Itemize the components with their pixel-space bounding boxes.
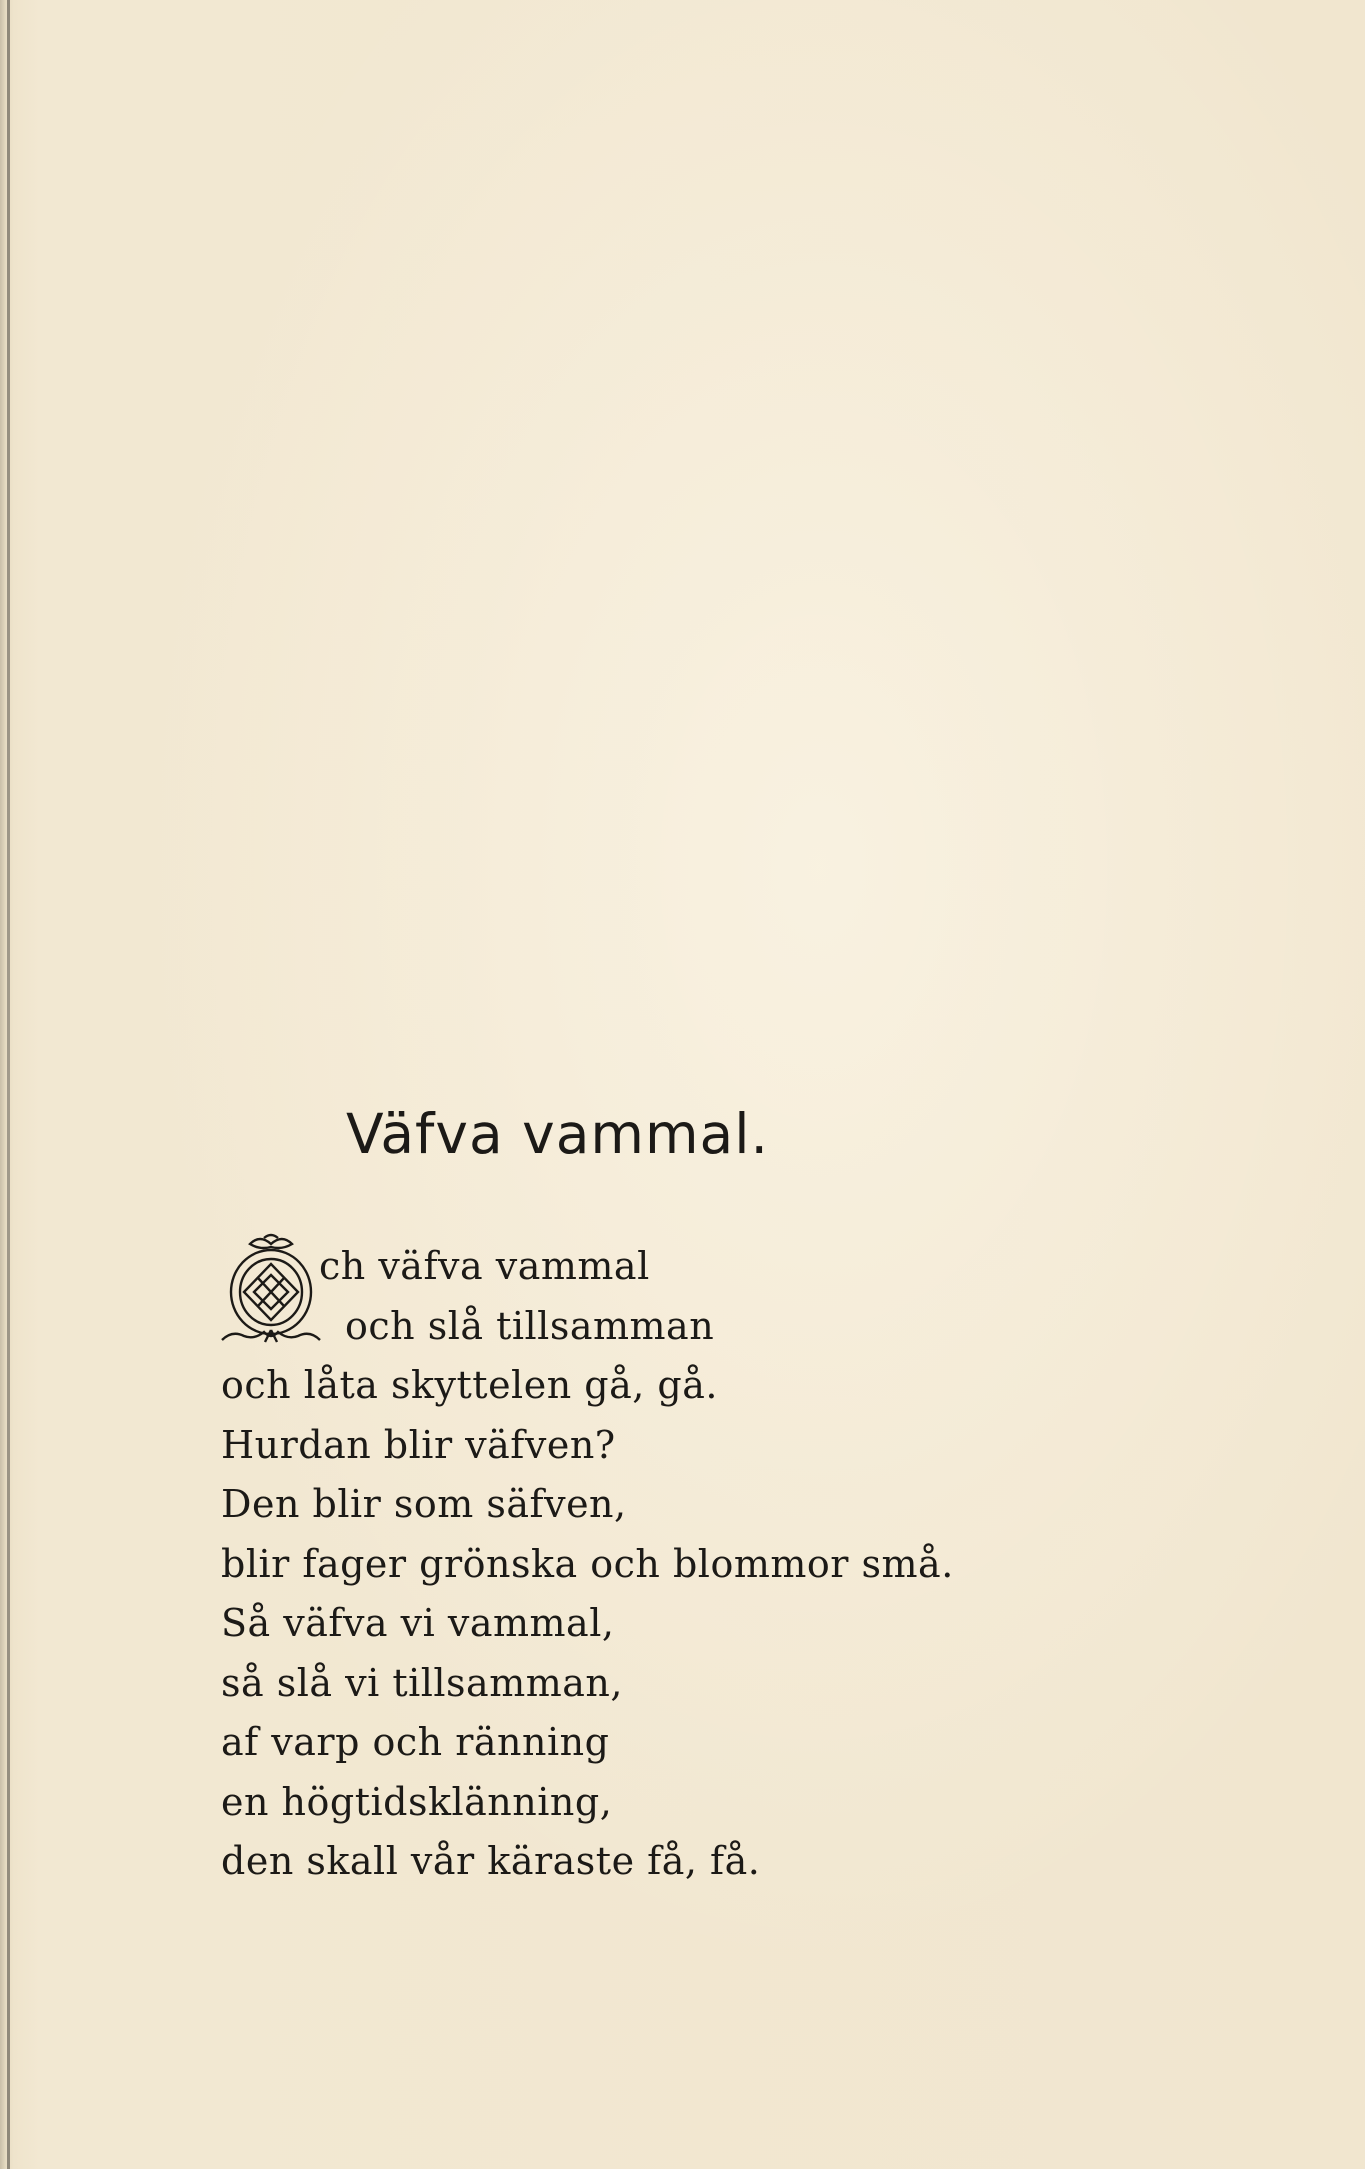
poem-line: Så väfva vi vammal,: [221, 1601, 615, 1645]
poem-line: blir fager grönska och blommor små.: [221, 1541, 954, 1586]
poem-line: Den blir som säfven,: [221, 1482, 627, 1526]
poem-line: Hurdan blir väfven?: [221, 1422, 616, 1467]
poem-line: den skall vår käraste få, få.: [221, 1839, 761, 1883]
poem-line: och låta skyttelen gå, gå.: [221, 1363, 718, 1407]
poem-title: Väfva vammal.: [345, 1102, 770, 1166]
initial-letter: O: [218, 1230, 219, 1231]
poem-line: af varp och ränning: [221, 1720, 610, 1764]
poem-stanza: [221, 1237, 954, 1892]
poem-line: och slå tillsamman: [345, 1303, 715, 1348]
poem-line: ch väfva vammal: [319, 1244, 650, 1288]
poem-line: en högtidsklänning,: [221, 1779, 613, 1824]
poem-line: så slå vi tillsamman,: [221, 1660, 623, 1705]
page-edge: [7, 0, 10, 2169]
